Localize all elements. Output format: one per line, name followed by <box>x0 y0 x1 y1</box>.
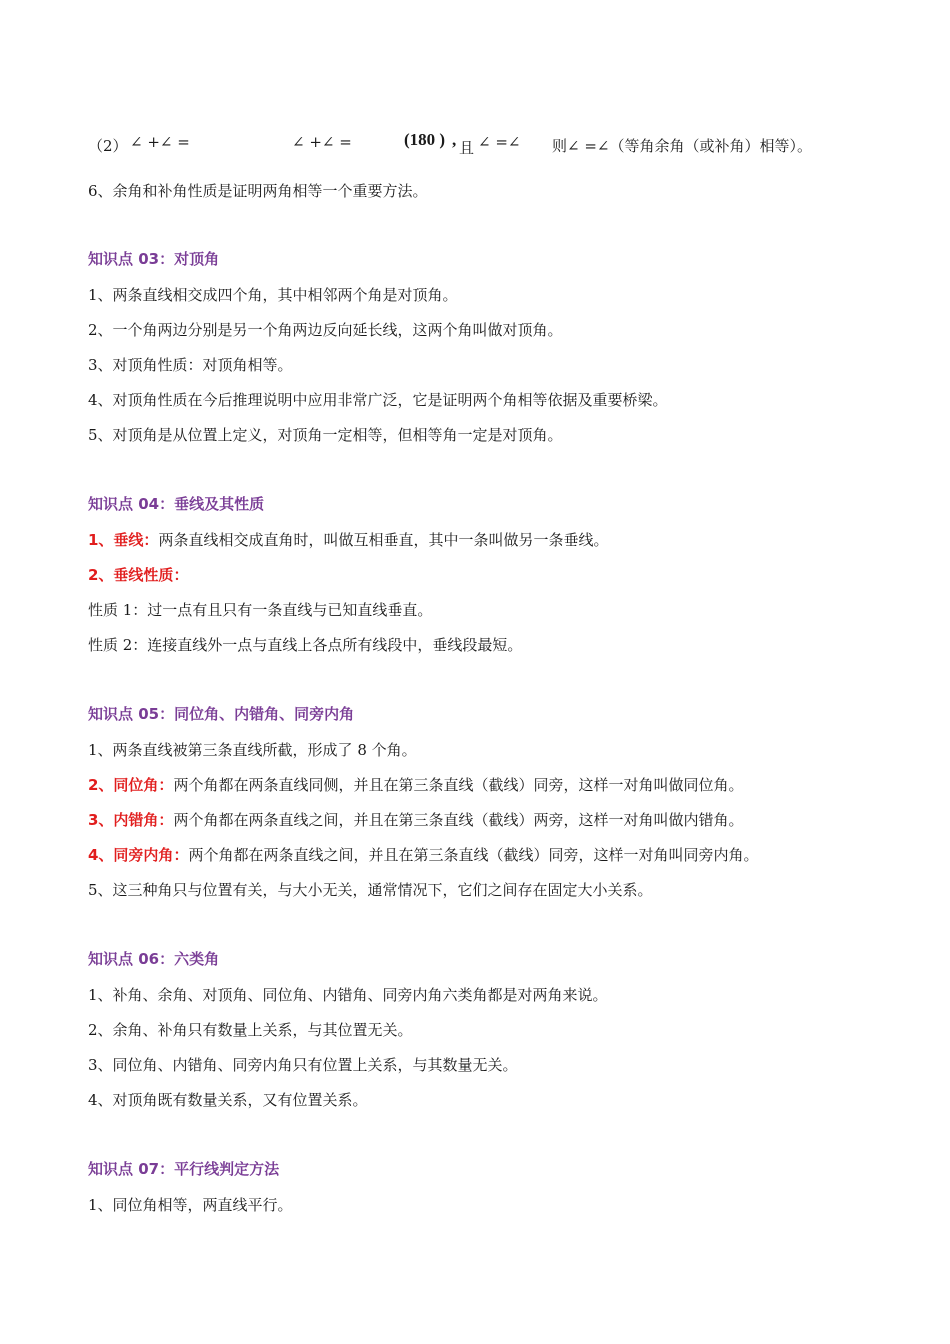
section-05-item-4-text: 两个角都在两条直线之间，并且在第三条直线（截线）同旁，这样一对角叫同旁内角。 <box>188 846 759 864</box>
section-06-item-1: 1、补角、余角、对顶角、同位角、内错角、同旁内角六类角都是对两角来说。 <box>88 986 608 1004</box>
formula-and: 且 <box>459 139 475 157</box>
section-05-item-3 <box>88 810 743 830</box>
section-07-heading: 知识点 07：平行线判定方法 <box>88 1160 280 1178</box>
section-05-item-5: 5、这三种角只与位置有关，与大小无关，通常情况下，它们之间存在固定大小关系。 <box>88 881 653 899</box>
section-04-item-1 <box>88 530 608 550</box>
section-07-item-1: 1、同位角相等，两直线平行。 <box>88 1196 293 1214</box>
section-04-item-1-label: 1、垂线： <box>88 531 159 549</box>
section-05-item-3-label: 3、内错角： <box>88 811 174 829</box>
section-04-property-2: 性质 2：连接直线外一点与直线上各点所有线段中，垂线段最短。 <box>88 636 523 654</box>
section-03-item-5: 5、对顶角是从位置上定义，对顶角一定相等，但相等角一定是对顶角。 <box>88 426 563 444</box>
formula-expr-1: ∠ +∠ = <box>130 133 190 151</box>
section-05-item-2-text: 两个角都在两条直线同侧，并且在第三条直线（截线）同旁，这样一对角叫做同位角。 <box>173 776 744 794</box>
section-03-item-1: 1、两条直线相交成四个角，其中相邻两个角是对顶角。 <box>88 286 458 304</box>
formula-value: (180 ) <box>404 130 446 149</box>
section-04-item-2-label: 2、垂线性质： <box>88 566 189 584</box>
section-04-item-1-text: 两条直线相交成直角时，叫做互相垂直，其中一条叫做另一条垂线。 <box>158 531 609 549</box>
section-05-heading: 知识点 05：同位角、内错角、同旁内角 <box>88 705 355 723</box>
formula-label: （2） <box>88 137 128 155</box>
section-03-item-3: 3、对顶角性质：对顶角相等。 <box>88 356 293 374</box>
section-05-item-2 <box>88 775 743 795</box>
section-05-item-3-text: 两个角都在两条直线之间，并且在第三条直线（截线）两旁，这样一对角叫做内错角。 <box>173 811 744 829</box>
formula-comma: , <box>452 130 457 149</box>
formula-expr-3: ∠ =∠ <box>478 133 521 151</box>
section-05-item-1: 1、两条直线被第三条直线所截，形成了 8 个角。 <box>88 741 417 759</box>
section-03-item-2: 2、一个角两边分别是另一个角两边反向延长线，这两个角叫做对顶角。 <box>88 321 563 339</box>
section-06-item-2: 2、余角、补角只有数量上关系，与其位置无关。 <box>88 1021 413 1039</box>
line-6: 6、余角和补角性质是证明两角相等一个重要方法。 <box>88 182 428 200</box>
formula-expr-2: ∠ +∠ = <box>292 133 352 151</box>
section-05-item-4 <box>88 845 758 865</box>
section-04-property-1: 性质 1：过一点有且只有一条直线与已知直线垂直。 <box>88 601 433 619</box>
section-05-item-4-label: 4、同旁内角： <box>88 846 189 864</box>
formula-conclusion: 则∠ =∠（等角余角（或补角）相等）。 <box>552 137 812 155</box>
section-03-item-4: 4、对顶角性质在今后推理说明中应用非常广泛，它是证明两个角相等依据及重要桥梁。 <box>88 391 668 409</box>
section-06-item-3: 3、同位角、内错角、同旁内角只有位置上关系，与其数量无关。 <box>88 1056 518 1074</box>
section-06-heading: 知识点 06：六类角 <box>88 950 220 968</box>
section-03-heading: 知识点 03：对顶角 <box>88 250 220 268</box>
section-04-heading: 知识点 04：垂线及其性质 <box>88 495 265 513</box>
section-06-item-4: 4、对顶角既有数量关系，又有位置关系。 <box>88 1091 368 1109</box>
section-05-item-2-label: 2、同位角： <box>88 776 174 794</box>
